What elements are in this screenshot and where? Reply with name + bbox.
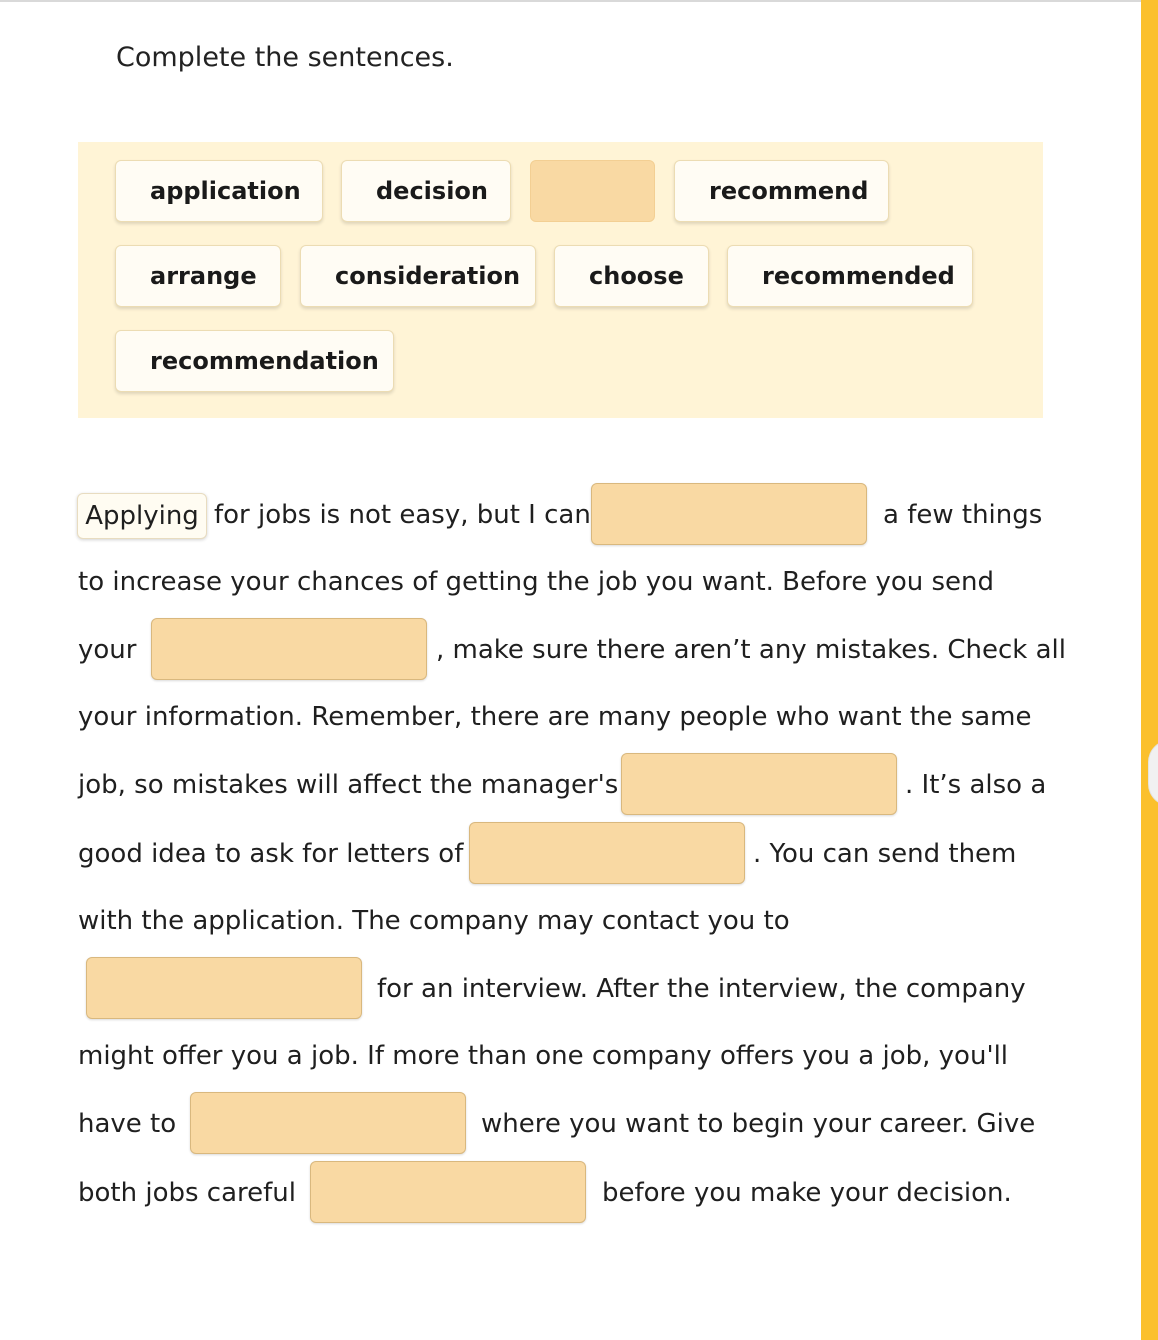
word-chip-consideration[interactable]: consideration xyxy=(300,245,536,307)
passage-text: before you make your decision. xyxy=(602,1178,1012,1208)
word-chip-choose[interactable]: choose xyxy=(554,245,709,307)
top-divider xyxy=(0,0,1142,2)
word-chip-recommended[interactable]: recommended xyxy=(727,245,973,307)
passage-text: to increase your chances of getting the job you want. Before you send xyxy=(78,567,995,597)
passage-text: , make sure there aren’t any mistakes. Check all xyxy=(436,635,1066,665)
instruction-heading: Complete the sentences. xyxy=(116,42,454,73)
word-bank xyxy=(78,142,1043,418)
answer-blank-7[interactable] xyxy=(310,1161,586,1223)
passage-text: with the application. The company may contact you to xyxy=(78,906,790,936)
word-chip-recommendation[interactable]: recommendation xyxy=(115,330,394,392)
passage-text: your information. Remember, there are many people who want the same xyxy=(78,702,1032,732)
answer-blank-4[interactable] xyxy=(469,822,745,884)
passage-text: good idea to ask for letters of xyxy=(78,839,464,869)
example-answer-chip: Applying xyxy=(77,493,207,539)
answer-blank-3[interactable] xyxy=(621,753,897,815)
passage-text: . It’s also a xyxy=(905,770,1047,800)
passage-text: for an interview. After the interview, the company xyxy=(377,974,1026,1004)
passage-text: for jobs is not easy, but I can xyxy=(214,500,591,530)
answer-blank-2[interactable] xyxy=(151,618,427,680)
passage-text: where you want to begin your career. Give xyxy=(481,1109,1036,1139)
passage-text: have to xyxy=(78,1109,177,1139)
side-accent-bar xyxy=(1141,0,1158,1340)
passage-text: might offer you a job. If more than one company offers you a job, you'll xyxy=(78,1041,1009,1071)
passage-text: your xyxy=(78,635,137,665)
word-chip-arrange[interactable]: arrange xyxy=(115,245,281,307)
word-chip-decision[interactable]: decision xyxy=(341,160,511,222)
answer-blank-5[interactable] xyxy=(86,957,362,1019)
answer-blank-6[interactable] xyxy=(190,1092,466,1154)
word-chip-application[interactable]: application xyxy=(115,160,323,222)
word-chip-empty-slot xyxy=(530,160,655,222)
passage-text: a few things xyxy=(883,500,1043,530)
passage-text: both jobs careful xyxy=(78,1178,296,1208)
passage-text: . You can send them xyxy=(753,839,1017,869)
word-chip-recommend[interactable]: recommend xyxy=(674,160,889,222)
passage-text: job, so mistakes will affect the manager's xyxy=(78,770,619,800)
answer-blank-1[interactable] xyxy=(591,483,867,545)
